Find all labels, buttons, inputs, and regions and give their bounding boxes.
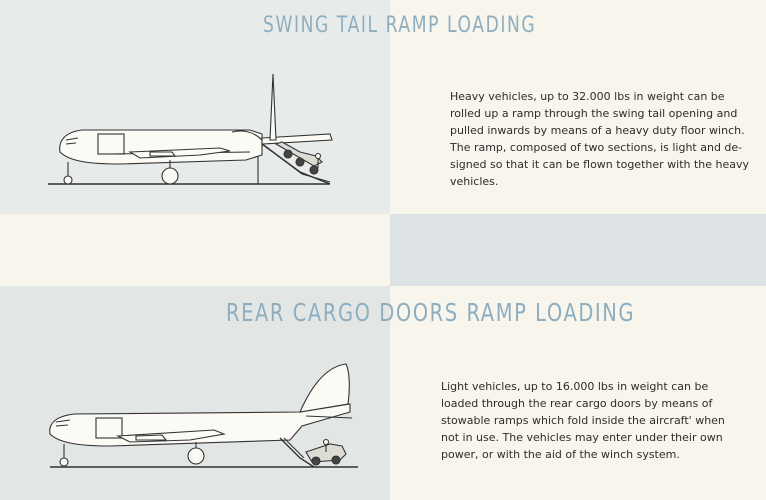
text-line: not in use. The vehicles may enter under their own [441,431,723,444]
text-line: The ramp, composed of two sections, is light and de- [450,141,743,154]
text-line: signed so that it can be flown together with the heavy [450,158,750,171]
text-line: vehicles. [450,175,499,188]
rear-cargo-doors-aircraft-illustration [0,350,390,480]
text-line: power, or with the aid of the winch system. [441,448,680,461]
rear-cargo-doors-description [441,378,725,463]
text-line: loaded through the rear cargo doors by means of [441,397,713,410]
text-line: Light vehicles, up to 16.000 lbs in weight can be [441,380,709,393]
text-line: Heavy vehicles, up to 32.000 lbs in weight can be [450,90,725,103]
middle-left-panel [0,214,390,286]
text-line: stowable ramps which fold inside the aircraft' when [441,414,725,427]
middle-right-panel [390,214,766,286]
swing-tail-heading: SWING TAIL RAMP LOADING [263,13,537,38]
swing-tail-aircraft-illustration [0,60,390,200]
swing-tail-description [450,88,749,190]
text-line: pulled inwards by means of a heavy duty floor winch. [450,124,745,137]
rear-cargo-doors-heading: REAR CARGO DOORS RAMP LOADING [226,298,636,327]
text-line: rolled up a ramp through the swing tail opening and [450,107,738,120]
